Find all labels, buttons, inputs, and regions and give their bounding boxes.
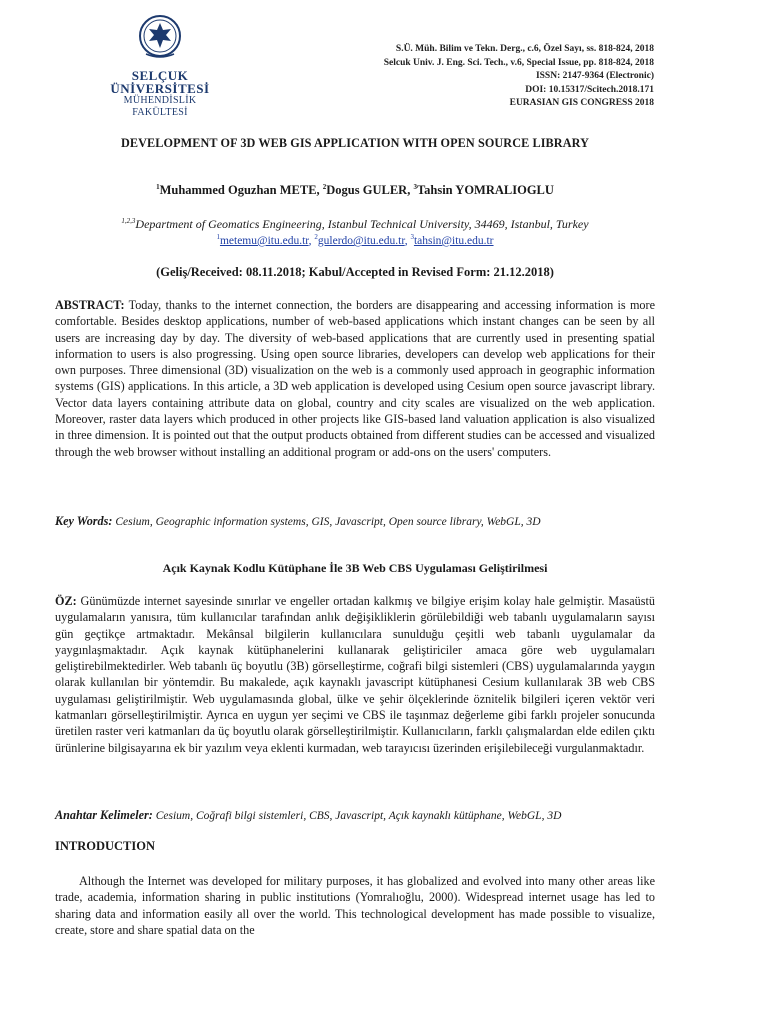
journal-line: DOI: 10.15317/Scitech.2018.171 (525, 84, 654, 95)
journal-line: EURASIAN GIS CONGRESS 2018 (509, 98, 654, 109)
email-separator: , (404, 235, 411, 247)
author-name: Muhammed Oguzhan METE, (159, 183, 323, 197)
email-sup: 2 (314, 233, 318, 242)
affiliation-sup: 1,2,3 (121, 217, 136, 225)
author-list (55, 183, 655, 198)
anahtar-label: Anahtar Kelimeler: (55, 808, 153, 822)
affiliation (55, 216, 655, 232)
anahtar-kelimeler-paragraph (55, 807, 655, 824)
email-link[interactable]: metemu@itu.edu.tr (219, 235, 309, 247)
email-link[interactable]: gulerdo@itu.edu.tr (317, 235, 405, 247)
author-name: Tahsin YOMRALIOGLU (416, 183, 554, 197)
abstract-text: Today, thanks to the internet connection, the borders are disappearing and accessing information is more comfortable. Besides desktop applications, number of web-based applications which instant changes can be seen by all users are increasing day by day. The diversity of web-based applications that are currently used in presenting spatial information to users is also progressing. Using open source libraries, developers can develop web applications for their own purposes. Three dimensional (3D) visualization on the web is a commonly used approach in geographic information systems (GIS) applications. In this article, a 3D web application is developed using Cesium open source javascript library. Vector data layers containing attribute data on global, country and city scales are visualized on the web application. Moreover, raster data layers which produced in other projects like GIS-based land valuation application is also visualized in three dimension. It is pointed out that the output products obtained from different studies can be accessed and visualized through the web browser without installing an additional program or add-ons on the users' computers. (55, 298, 655, 459)
email-sup: 1 (216, 233, 220, 242)
logo-line-selcuk: SELÇUK (131, 68, 189, 83)
affiliation-text: Department of Geomatics Engineering, Istanbul Technical University, 34469, Istanbul, Turkey (135, 217, 589, 231)
oz-paragraph (55, 593, 655, 756)
received-accepted-dates: (Geliş/Received: 08.11.2018; Kabul/Accepted in Revised Form: 21.12.2018) (156, 265, 554, 279)
oz-label: ÖZ: (55, 594, 77, 608)
journal-info (384, 43, 654, 111)
author-sup: 3 (413, 182, 417, 191)
author-sup: 2 (322, 182, 327, 191)
journal-line: ISSN: 2147-9364 (Electronic) (535, 71, 654, 82)
abstract-label: ABSTRACT: (55, 298, 125, 312)
author-sup: 1 (156, 182, 160, 191)
email-separator: , (308, 235, 315, 247)
logo-line-universitesi: ÜNİVERSİTESİ (110, 81, 210, 96)
journal-line: Selcuk Univ. J. Eng. Sci. Tech., v.6, Special Issue, pp. 818-824, 2018 (383, 57, 654, 68)
keywords-paragraph (55, 513, 655, 530)
oz-text: Günümüzde internet sayesinde sınırlar ve engeller ortadan kalkmış ve bilgiye erişim kolay hale gelmiştir. Masaüstü uygulamaların yanısıra, tüm kullanıcılar tarafından anlık değişikliklerin görülebildiği web tabanlı uygulamaların sayısı gün geçtikçe artmaktadır. Mekânsal bilgilerin kullanıcılara sunulduğu çeşitli web tabanlı uygulamalar da yaygınlaşmaktadır. Açık kaynak kütüphanelerini kullanarak geliştiriciler amaca göre web uygulamaları geliştirebilmektedirler. Web tabanlı üç boyutlu (3B) görselleştirme, coğrafi bilgi sistemleri (CBS) uygulamalarında yaygın olarak kullanılan bir yöntemdir. Bu makalede, açık kaynaklı javascript kütüphanesi Cesium kullanılarak 3B web CBS uygulaması geliştirilmiştir. Web uygulamasında global, ülke ve şehir ölçeklerinde öznitelik bilgileri içeren vektör veri katmanları görselleştirilmiştir. Ayrıca en uygun yer seçimi ve CBS ile taşınmaz değerleme gibi farklı projeler sonucunda üretilen raster veri katmanları da üç boyutlu olarak görselleştirilmiştir. Kullanıcıların, farklı çalışmalardan elde edilen çıktı ürünlerine bilgisayarına ek bir yazılım veya eklenti kurmadan, web tarayıcısı üzerinden erişilebileceği vurgulanmaktadır. (55, 594, 655, 755)
keywords-label: Key Words: (55, 514, 113, 528)
selcuk-seal-icon (138, 14, 182, 60)
abstract-paragraph (55, 297, 655, 460)
university-logo (100, 14, 220, 119)
anahtar-text: Cesium, Coğrafi bilgi sistemleri, CBS, Javascript, Açık kaynaklı kütüphane, WebGL, 3D (152, 810, 562, 822)
turkish-title: Açık Kaynak Kodlu Kütüphane İle 3B Web CBS Uygulaması Geliştirilmesi (162, 561, 548, 575)
email-link[interactable]: tahsin@itu.edu.tr (413, 235, 494, 247)
keywords-text: Cesium, Geographic information systems, GIS, Javascript, Open source library, WebGL, 3D (112, 516, 541, 528)
email-list (55, 233, 655, 249)
email-sup: 3 (410, 233, 414, 242)
paper-title: DEVELOPMENT OF 3D WEB GIS APPLICATION WITH OPEN SOURCE LIBRARY (121, 136, 589, 150)
journal-line: S.Ü. Müh. Bilim ve Tekn. Derg., c.6, Özel Sayı, ss. 818-824, 2018 (395, 44, 654, 54)
author-name: Dogus GULER, (326, 183, 414, 197)
introduction-heading: INTRODUCTION (55, 839, 156, 853)
introduction-paragraph: Although the Internet was developed for military purposes, it has globalized and evolved into many other areas like trade, academia, information sharing in public institutions (Yomralıoğlu, 2000). Widespread internet usage has led to sharing data and information easily all over the world. This technological development has made possible to visualize, create, store and share spatial data on the (55, 874, 655, 937)
logo-line-faculty: MÜHENDİSLİK FAKÜLTESİ (123, 95, 197, 118)
